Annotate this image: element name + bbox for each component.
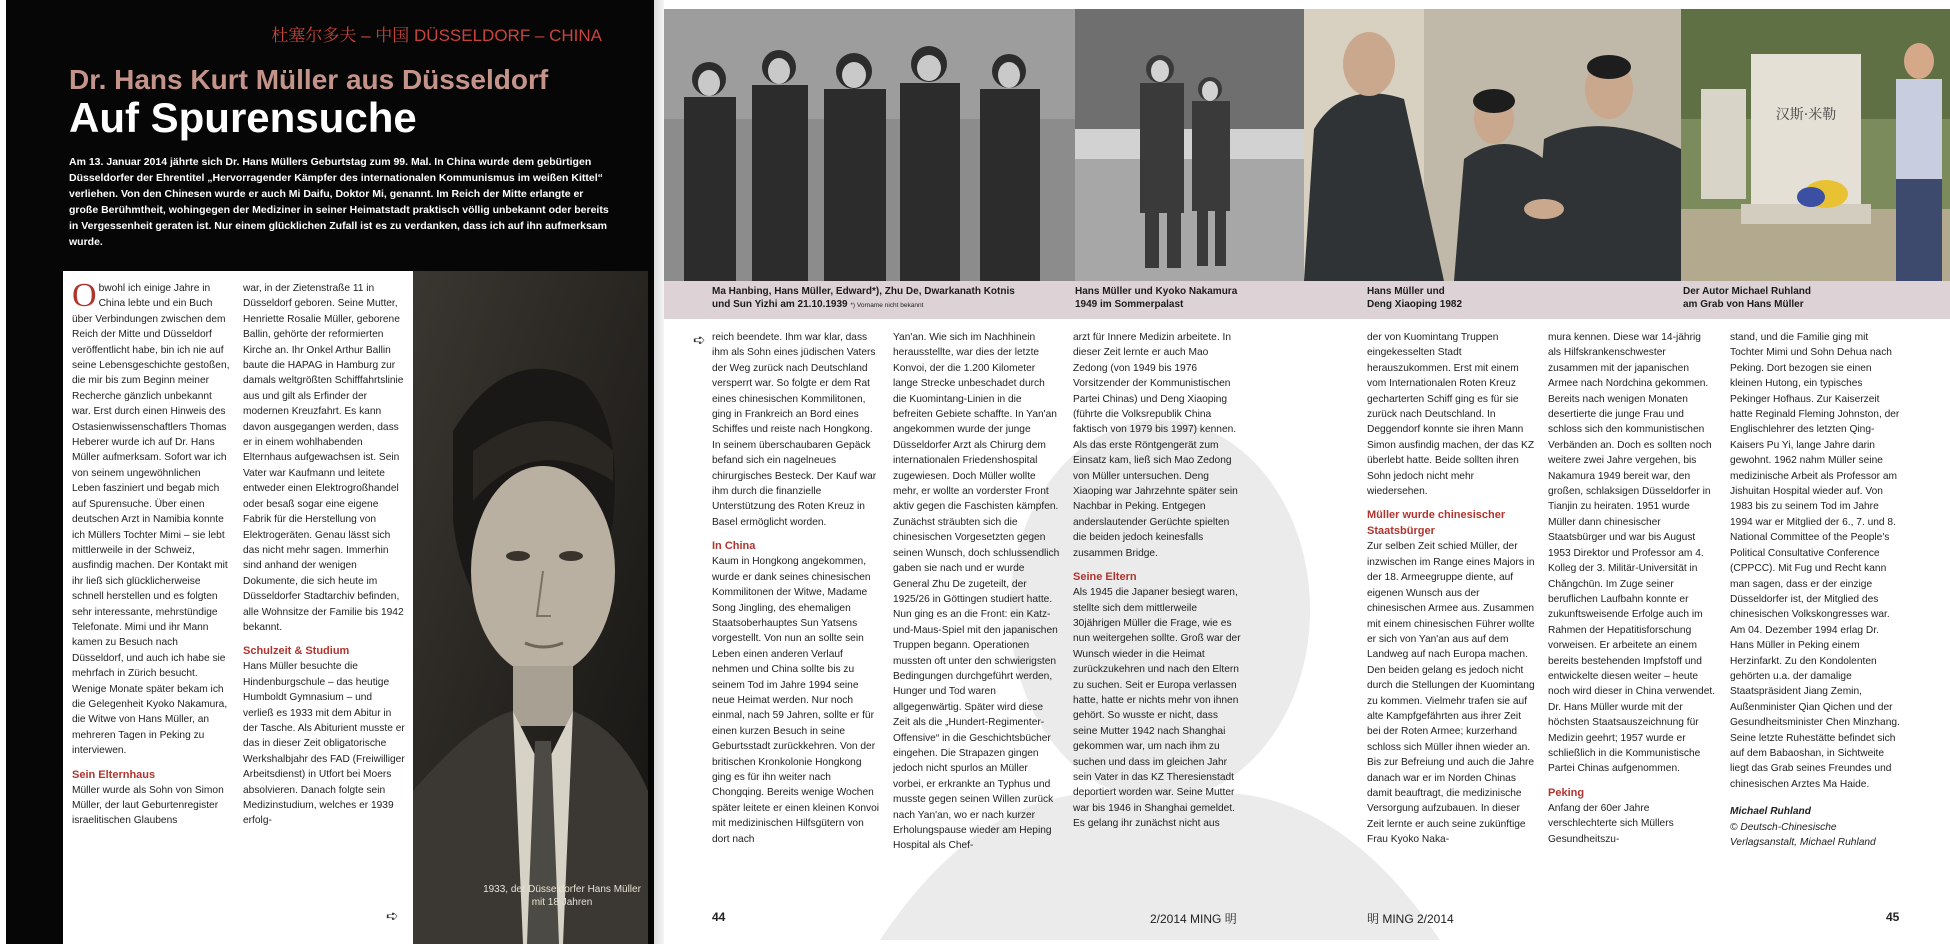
paragraph: Müller wurde als Sohn von Simon Müller, der laut Geburtenregister israelitischen Glaubens bbox=[72, 784, 224, 827]
right-column-2 bbox=[893, 330, 1061, 910]
caption-line: Ma Hanbing, Hans Müller, Edward*), Zhu De, Dwarkanath Kotnis bbox=[712, 286, 1015, 297]
right-column-1 bbox=[712, 330, 882, 910]
article-lead: Am 13. Januar 2014 jährte sich Dr. Hans Müllers Geburtstag zum 99. Mal. In China wurde dem gebürtigen Düsseldorfer der Ehrentitel „Hervorragender Kämpfer des internationalen Kommunismus im weißen Kittel“ verliehen. Von den Chinesen wurde er auch Mi Daifu, Doktor Mi, genannt. Im Reich der Mitte erlangte er große Berühmtheit, wohingegen der Mediziner in seiner Heimatstadt praktisch völlig unbekannt oder bereits in Vergessenheit geraten ist. Nur einem glücklichen Zufall ist es zu verdanken, dass ich auf ihn aufmerksam wurde. bbox=[69, 156, 609, 248]
paragraph: Yan'an. Wie sich im Nachhinein herausstellte, war dies der letzte Konvoi, der die 1.200 Kilometer lange Strecke unbeschadet durch die Kuomintang-Linien in die befreiten Gebiete schaffte. In Yan'an angekommen wurde der junge Düsseldorfer Arzt als Chirurg dem internationalen Friedenshospital zugewiesen. Doch Müller wollte mehr, er wollte an vorderster Front aktiv gegen die Faschisten kämpfen. Zunächst sträubten sich die chinesischen Vorgesetzten gegen seinen Wunsch, doch schlussendlich gaben sie nach und er wurde General Zhu De zugeteilt, der 1925/26 in Göttingen studiert hatte. Nun ging es an die Front: ein Katz-und-Maus-Spiel mit den japanischen Truppen begann. Operationen mussten oft unter den schwierigsten Bedingungen durchgeführt werden, Hunger und Tod waren allgegenwärtig. Später wird diese Zeit als die „Hundert-Regimenter-Offensive“ in die Geschichtsbücher eingehen. Die Strapazen gingen jedoch nicht spurlos an Müller vorbei, er erkrankte an Typhus und musste gegen seinen Willen zurück nach Yan'an, wo er nach kurzer Erholungspause wieder am Heping Hospital als Chef- bbox=[893, 332, 1060, 852]
paragraph: Als 1945 die Japaner besiegt waren, stellte sich dem mittlerweile 30jährigen Müller die Frage, wie es nun weitergehen sollte. Groß war der Wunsch wieder in die Heimat zurückzukehren und nach den Eltern zu suchen. Seit er Europa verlassen hatte, hatte er nichts mehr von ihnen gehört. So wusste er nicht, dass seine Mutter 1942 nach Shanghai gekommen war, um nach ihm zu suchen und dass im gleichen Jahr sein Vater in das KZ Theresienstadt deportiert worden war. Seine Mutter war bis 1946 in Shanghai gemeldet. Es gelang ihr zunächst nicht aus bbox=[1073, 587, 1241, 830]
photo-strip bbox=[664, 9, 1950, 281]
subheading-staatsbuerger: Müller wurde chinesischer Staatsbürger bbox=[1367, 509, 1506, 538]
paragraph: Anfang der 60er Jahre verschlechterte sich Müllers Gesundheitszu- bbox=[1548, 802, 1674, 845]
portrait-image bbox=[413, 271, 648, 944]
caption-line: und Sun Yizhi am 21.10.1939 bbox=[712, 299, 848, 310]
continued-from-arrow-icon: ➪ bbox=[693, 332, 706, 349]
subheading-schulzeit: Schulzeit & Studium bbox=[243, 645, 350, 658]
paragraph: arzt für Innere Medizin arbeitete. In dieser Zeit lernte er auch Mao Zedong (von 1949 bis 1976 Vorsitzender der Kommunistischen Partei Chinas) und Deng Xiaoping (führte die Volksrepublik China faktisch von 1979 bis 1997) kennen. Als das erste Röntgengerät zum Einsatz kam, ließ sich Mao Zedong von Müller untersuchen. Deng Xiaoping war Jahrzehnte später sein Nachbar in Peking. Entgegen anderslautender Gerüchte spielten die beiden jedoch keinesfalls zusammen Bridge. bbox=[1073, 332, 1238, 559]
caption-line: Der Autor Michael Ruhland bbox=[1683, 286, 1811, 297]
page-gutter bbox=[654, 0, 664, 944]
photo-caption-4 bbox=[1683, 285, 1811, 311]
folio-right: 明 MING 2/2014 bbox=[1367, 912, 1454, 926]
left-column-1 bbox=[72, 281, 231, 931]
photo-group-portrait bbox=[664, 9, 1075, 281]
subheading-seine-eltern: Seine Eltern bbox=[1073, 571, 1137, 584]
photo-caption-3 bbox=[1367, 285, 1462, 311]
paragraph: Hans Müller besuchte die Hindenburgschule – das heutige Humboldt Gymnasium – und verließ es 1933 mit dem Abitur in der Tasche. Als Abiturient musste er das in dieser Zeit obligatorische Werkshalbjahr des FAD (Freiwilliger Arbeitsdienst) in Utfort bei Moers absolvieren. Danach folgte sein Medizinstudium, welches er 1939 erfolg- bbox=[243, 661, 405, 827]
caption-line: Hans Müller und Kyoko Nakamura bbox=[1075, 286, 1238, 297]
subheading-in-china: In China bbox=[712, 540, 756, 553]
photo-author-at-grave bbox=[1681, 9, 1950, 281]
caption-line: Hans Müller und bbox=[1367, 286, 1445, 297]
paragraph: mura kennen. Diese war 14-jährig als Hilfskrankenschwester zusammen mit der japanischen Armee nach Nordchina gekommen. Bereits nach wenigen Monaten desertierte die junge Frau und schloss sich den kommunistischen Verbänden an. Doch es sollten noch weitere zwei Jahre vergehen, bis Nakamura 1949 bereit war, den großen, schlaksigen Düsseldorfer in Tianjin zu heiraten. 1951 wurde Müller dann chinesischer Staatsbürger und war bis August 1953 Direktor und Professor am 4. Kolleg der 3. Militär-Universität in Chǎngchūn. Im Zuge seiner beruflichen Laufbahn konnte er zukunftsweisende Erfolge auch im Rahmen der Hepatitisforschung vorweisen. Er arbeitete an einem bereits bestehenden Impfstoff und entwickelte diesen weiter – heute noch wird dieser in China verwendet. Dr. Hans Müller wurde mit der höchsten Staatsauszeichnung für Medizin geehrt; 1957 wurde er schließlich in die Kommunistische Partei Chinas aufgenommen. bbox=[1548, 332, 1716, 775]
paragraph: bwohl ich einige Jahre in China lebte und ein Buch über Verbindungen zwischen dem Reich der Mitte und Düsseldorf veröffentlicht habe, bin ich nie auf seine Lebensgeschichte gestoßen, die mir bis zum Beginn meiner Recherche gänzlich unbekannt war. Erst durch einen Hinweis des Ostasienwissenschaftlers Thomas Heberer wurde ich auf Dr. Hans Müller aufmerksam. Sofort war ich von seinem ungewöhnlichen Leben fasziniert und begab mich auf Spurensuche. Über einen deutschen Arzt in Namibia konnte ich Müllers Tochter Mimi – sie lebt mittlerweile in der Schweiz, ausfindig machen. Der Kontakt mit ihr ließ sich glücklicherweise schnell herstellen und es folgten sehr interessante, mehrstündige Telefonate. Mimi und ihr Mann kamen zu Besuch nach Düsseldorf, und auch ich habe sie mehrfach in Zürich besucht. Wenige Monate später bekam ich die Gelegenheit Kyoko Nakamura, die Witwe von Hans Müller, an mehreren Tagen in Peking zu interviewen. bbox=[72, 283, 230, 757]
photo-caption-1 bbox=[712, 285, 1015, 312]
folio-left: 2/2014 MING 明 bbox=[1150, 912, 1237, 926]
copyright-line: © Deutsch-Chinesische Verlagsanstalt, Michael Ruhland bbox=[1730, 821, 1876, 848]
subheading-peking: Peking bbox=[1548, 786, 1585, 799]
caption-line: Deng Xiaoping 1982 bbox=[1367, 299, 1463, 310]
right-column-4 bbox=[1367, 330, 1535, 910]
tombstone-inscription: 汉斯·米勒 bbox=[1775, 107, 1837, 123]
page-number-left: 44 bbox=[712, 910, 726, 924]
continue-arrow-icon: ➪ bbox=[386, 908, 399, 925]
right-column-5 bbox=[1548, 330, 1716, 910]
paragraph: Kaum in Hongkong angekommen, wurde er dank seines chinesischen Kommilitonen der Witwe, Madame Song Jingling, des ehemaligen Staatsoberhauptes Sun Yatsens vorgestellt. Von nun an sollte sein Leben einen anderen Verlauf nehmen und China sollte bis zu seinem Tod im Jahre 1994 seine neue Heimat werden. Nur noch einmal, nach 59 Jahren, sollte er für einen kurzen Besuch in seine Geburtsstadt zurückkehren. Von der britischen Kronkolonie Hongkong ging es für ihn weiter nach Chongqing. Bereits wenige Wochen später leitete er einen kleinen Konvoi mit medizinischen Hilfsgütern von dort nach bbox=[712, 556, 880, 845]
photo-couple-summer-palace bbox=[1075, 9, 1304, 281]
left-column-2 bbox=[243, 281, 405, 931]
subheading-elternhaus: Sein Elternhaus bbox=[72, 768, 156, 781]
section-header-tag: 杜塞尔多夫 – 中国 DÜSSELDORF – CHINA bbox=[271, 26, 602, 45]
page-number-right: 45 bbox=[1886, 910, 1900, 924]
paragraph: stand, und die Familie ging mit Tochter Mimi und Sohn Dehua nach Peking. Dort bezogen sie einen kleinen Hutong, ein typisches Pekinger Hofhaus. Zur Kaiserzeit hatte Reginald Fleming Johnston, der Englischlehrer des letzten Qing-Kaisers Pu Yi, lange Jahre darin gewohnt. 1962 nahm Müller seine medizinische Arbeit als Professor am Jishuitan Hospital wieder auf. Von 1983 bis zu seinem Tod im Jahre 1994 war er Mitglied der 6., 7. und 8. National Committee of the People's Political Consultative Conference (CPPCC). Mit Fug und Recht kann man sagen, dass er der einzige Düsseldorfer ist, der Mitglied des chinesischen Volkskongresses war. Am 04. Dezember 1994 erlag Dr. Hans Müller in Peking einem Herzinfarkt. Zu den Kondolenten gehörten u.a. der damalige Staatspräsident Jiang Zemin, Außenminister Qian Qichen und der Gesundheitsminister Chen Minzhang. Seine letzte Ruhestätte befindet sich auf dem Babaoshan, in Sichtweite liegt das Grab seines Freundes und chinesischen Arztes Ma Haide. bbox=[1730, 332, 1900, 790]
caption-line: am Grab von Hans Müller bbox=[1683, 299, 1804, 310]
photo-handshake-deng bbox=[1304, 9, 1681, 281]
article-kicker: Dr. Hans Kurt Müller aus Düsseldorf bbox=[69, 64, 549, 95]
caption-line: 1949 im Sommerpalast bbox=[1075, 299, 1184, 310]
portrait-photo bbox=[413, 271, 648, 944]
paragraph: Zur selben Zeit schied Müller, der inzwischen im Range eines Majors in der 18. Armeegruppe diente, auf eigenen Wunsch aus der chinesischen Armee aus. Zusammen mit einem chinesischen Führer wollte er sich von Yan'an aus auf dem Landweg auf nach Europa machen. Den beiden gelang es jedoch nicht durch die Stellungen der Kuomintang zu kommen. Vielmehr trafen sie auf alte Kampfgefährten aus ihrer Zeit bei der Roten Armee; kurzerhand schloss sich Müller ihnen wieder an. Bis zur Befreiung und auch die Jahre danach war er im Norden Chinas damit beauftragt, die medizinische Versorgung aufzubauen. In dieser Zeit lernte er auch seine zukünftige Frau Kyoko Naka- bbox=[1367, 541, 1535, 846]
author-signature: Michael Ruhland bbox=[1730, 806, 1811, 818]
right-column-6 bbox=[1730, 330, 1902, 910]
drop-cap: O bbox=[72, 281, 97, 314]
caption-footnote: *) Vorname nicht bekannt bbox=[850, 302, 924, 309]
paragraph: reich beendete. Ihm war klar, dass ihm als Sohn eines jüdischen Vaters der Weg zurück nach Deutschland versperrt war. So folgte er dem Rat eines chinesischen Kommilitonen, ging in Frankreich an Bord eines Schiffes und reiste nach Hongkong. In seinem überschaubaren Gepäck befand sich ein nagelneues chirurgisches Besteck. Der Kauf war ihm durch die finanzielle Unterstützung des Roten Kreuz in Basel ermöglicht worden. bbox=[712, 332, 877, 528]
photo-caption-2 bbox=[1075, 285, 1237, 311]
paragraph: war, in der Zietenstraße 11 in Düsseldorf geboren. Seine Mutter, Henriette Rosalie Müller, geborene Ballin, gehörte der reformierten Kirche an. Ihr Onkel Arthur Ballin baute die HAPAG in Hamburg zur damals weltgrößten Schifffahrtslinie aus und gilt als Erfinder der modernen Kreuzfahrt. Es kann davon ausgegangen werden, dass er in einem wohlhabenden Elternhaus aufgewachsen ist. Sein Vater war Kaufmann und leitete entweder einen Elektrogroßhandel oder besaß sogar eine eigene Fabrik für die Herstellung von Elektrogeräten. Genau lässt sich das nicht mehr sagen. Immerhin sind anhand der wenigen Dokumente, die sich heute im Düsseldorfer Stadtarchiv befinden, alle Wohnsitze der Familie bis 1942 bekannt. bbox=[243, 283, 404, 633]
portrait-caption: 1933, der Düsseldorfer Hans Müller mit 18 Jahren bbox=[483, 884, 641, 908]
article-title: Auf Spurensuche bbox=[69, 94, 417, 141]
paragraph: der von Kuomintang Truppen eingekesselten Stadt herauszukommen. Erst mit einem vom Internationalen Roten Kreuz gecharterten Schiff ging es für sie zurück nach Deutschland. In Deggendorf konnte sie ihren Mann Simon ausfindig machen, der das KZ überlebt hatte. Beide sollten ihren Sohn jedoch nicht mehr wiedersehen. bbox=[1367, 332, 1535, 498]
right-column-3 bbox=[1073, 330, 1241, 910]
